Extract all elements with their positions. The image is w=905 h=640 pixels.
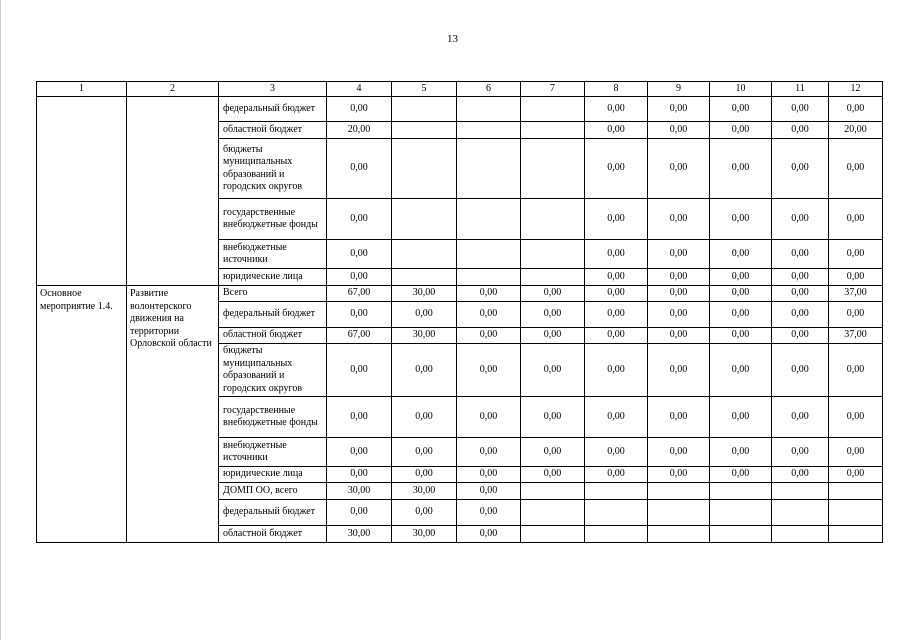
value-cell: 0,00: [829, 467, 883, 483]
value-cell: 0,00: [392, 467, 457, 483]
value-cell: [521, 139, 585, 199]
value-cell: [521, 122, 585, 139]
value-cell: 0,00: [521, 328, 585, 344]
value-cell: 0,00: [457, 483, 521, 500]
value-cell: 0,00: [772, 467, 829, 483]
event-name-cell: [127, 97, 219, 286]
value-cell: 0,00: [772, 328, 829, 344]
value-cell: 0,00: [772, 397, 829, 438]
value-cell: 0,00: [521, 438, 585, 467]
value-cell: 0,00: [457, 344, 521, 397]
value-cell: 0,00: [648, 467, 710, 483]
value-cell: 0,00: [327, 467, 392, 483]
value-cell: 20,00: [327, 122, 392, 139]
funding-source-cell: ДОМП ОО, всего: [219, 483, 327, 500]
header-cell: 5: [392, 82, 457, 97]
funding-source-cell: областной бюджет: [219, 122, 327, 139]
funding-source-cell: федеральный бюджет: [219, 500, 327, 526]
value-cell: 0,00: [585, 139, 648, 199]
header-cell: 7: [521, 82, 585, 97]
budget-table: [36, 81, 883, 543]
value-cell: 0,00: [648, 438, 710, 467]
value-cell: 0,00: [648, 302, 710, 328]
value-cell: 0,00: [648, 122, 710, 139]
header-row: [37, 82, 883, 97]
value-cell: 0,00: [585, 344, 648, 397]
value-cell: 0,00: [327, 302, 392, 328]
header-cell: 11: [772, 82, 829, 97]
header-cell: 3: [219, 82, 327, 97]
value-cell: 0,00: [772, 240, 829, 269]
value-cell: 0,00: [457, 500, 521, 526]
value-cell: 0,00: [648, 328, 710, 344]
value-cell: 0,00: [772, 269, 829, 286]
value-cell: 0,00: [772, 302, 829, 328]
value-cell: 0,00: [648, 139, 710, 199]
value-cell: 0,00: [648, 344, 710, 397]
value-cell: 0,00: [648, 240, 710, 269]
header-cell: 6: [457, 82, 521, 97]
value-cell: 0,00: [829, 139, 883, 199]
value-cell: 0,00: [710, 269, 772, 286]
value-cell: [457, 122, 521, 139]
value-cell: [772, 483, 829, 500]
value-cell: 0,00: [710, 122, 772, 139]
value-cell: [772, 526, 829, 543]
value-cell: [829, 483, 883, 500]
value-cell: [521, 97, 585, 122]
value-cell: 0,00: [829, 97, 883, 122]
value-cell: [521, 240, 585, 269]
value-cell: [585, 526, 648, 543]
header-cell: 2: [127, 82, 219, 97]
value-cell: 0,00: [327, 269, 392, 286]
value-cell: [392, 97, 457, 122]
value-cell: 0,00: [521, 302, 585, 328]
funding-source-cell: федеральный бюджет: [219, 97, 327, 122]
value-cell: 0,00: [585, 97, 648, 122]
value-cell: 0,00: [457, 286, 521, 302]
value-cell: 30,00: [392, 328, 457, 344]
value-cell: 37,00: [829, 328, 883, 344]
header-cell: 4: [327, 82, 392, 97]
value-cell: [392, 240, 457, 269]
value-cell: [521, 269, 585, 286]
value-cell: [585, 500, 648, 526]
value-cell: [710, 483, 772, 500]
value-cell: [829, 526, 883, 543]
value-cell: 0,00: [829, 240, 883, 269]
funding-source-cell: бюджеты муниципальных образований и городских округов: [219, 139, 327, 199]
header-cell: 12: [829, 82, 883, 97]
value-cell: 0,00: [772, 122, 829, 139]
value-cell: [521, 500, 585, 526]
value-cell: 0,00: [710, 302, 772, 328]
value-cell: 0,00: [585, 269, 648, 286]
value-cell: 0,00: [648, 286, 710, 302]
value-cell: [585, 483, 648, 500]
header-cell: 1: [37, 82, 127, 97]
value-cell: 0,00: [648, 269, 710, 286]
table-row: [37, 286, 883, 302]
value-cell: [648, 500, 710, 526]
event-name-cell: Развитие волонтерского движения на территории Орловской области: [127, 286, 219, 543]
value-cell: 20,00: [829, 122, 883, 139]
value-cell: 0,00: [585, 397, 648, 438]
value-cell: 30,00: [327, 483, 392, 500]
value-cell: 0,00: [585, 438, 648, 467]
funding-source-cell: областной бюджет: [219, 526, 327, 543]
value-cell: 0,00: [710, 438, 772, 467]
value-cell: 0,00: [327, 397, 392, 438]
value-cell: 0,00: [710, 97, 772, 122]
value-cell: 0,00: [457, 328, 521, 344]
value-cell: 0,00: [457, 526, 521, 543]
value-cell: 0,00: [648, 97, 710, 122]
value-cell: 0,00: [457, 438, 521, 467]
value-cell: 30,00: [392, 286, 457, 302]
value-cell: 0,00: [772, 199, 829, 240]
funding-source-cell: государственные внебюджетные фонды: [219, 199, 327, 240]
value-cell: 0,00: [710, 344, 772, 397]
header-cell: 10: [710, 82, 772, 97]
value-cell: 0,00: [521, 344, 585, 397]
value-cell: [648, 483, 710, 500]
value-cell: 0,00: [521, 286, 585, 302]
value-cell: 0,00: [710, 199, 772, 240]
value-cell: [521, 526, 585, 543]
value-cell: 0,00: [457, 467, 521, 483]
value-cell: 0,00: [829, 269, 883, 286]
value-cell: 0,00: [585, 199, 648, 240]
value-cell: 0,00: [829, 344, 883, 397]
value-cell: 0,00: [585, 240, 648, 269]
value-cell: 0,00: [392, 302, 457, 328]
value-cell: 0,00: [585, 122, 648, 139]
value-cell: 0,00: [327, 97, 392, 122]
table-row: [37, 97, 883, 122]
funding-source-cell: внебюджетные источники: [219, 240, 327, 269]
value-cell: 30,00: [327, 526, 392, 543]
value-cell: 30,00: [392, 526, 457, 543]
header-cell: 9: [648, 82, 710, 97]
value-cell: 30,00: [392, 483, 457, 500]
page-number: 13: [447, 33, 458, 45]
value-cell: 0,00: [327, 438, 392, 467]
value-cell: [457, 240, 521, 269]
page-left-edge: [0, 0, 1, 640]
value-cell: 0,00: [392, 344, 457, 397]
value-cell: 67,00: [327, 286, 392, 302]
value-cell: 0,00: [829, 397, 883, 438]
value-cell: 0,00: [327, 500, 392, 526]
value-cell: 0,00: [829, 302, 883, 328]
value-cell: [457, 199, 521, 240]
value-cell: 0,00: [521, 397, 585, 438]
value-cell: 0,00: [772, 344, 829, 397]
value-cell: [521, 199, 585, 240]
value-cell: [829, 500, 883, 526]
value-cell: 0,00: [327, 139, 392, 199]
value-cell: 0,00: [585, 302, 648, 328]
value-cell: 0,00: [710, 240, 772, 269]
event-number-cell: Основное мероприятие 1.4.: [37, 286, 127, 543]
funding-source-cell: юридические лица: [219, 467, 327, 483]
event-number-cell: [37, 97, 127, 286]
value-cell: 0,00: [521, 467, 585, 483]
value-cell: 0,00: [710, 328, 772, 344]
value-cell: 0,00: [648, 397, 710, 438]
value-cell: 0,00: [585, 328, 648, 344]
funding-source-cell: бюджеты муниципальных образований и городских округов: [219, 344, 327, 397]
value-cell: [392, 139, 457, 199]
value-cell: 0,00: [392, 397, 457, 438]
value-cell: 0,00: [829, 199, 883, 240]
value-cell: 0,00: [772, 97, 829, 122]
value-cell: [392, 122, 457, 139]
value-cell: [457, 97, 521, 122]
value-cell: 0,00: [710, 467, 772, 483]
value-cell: 0,00: [392, 438, 457, 467]
funding-source-cell: юридические лица: [219, 269, 327, 286]
value-cell: 0,00: [585, 286, 648, 302]
value-cell: [392, 199, 457, 240]
funding-source-cell: областной бюджет: [219, 328, 327, 344]
value-cell: 67,00: [327, 328, 392, 344]
funding-source-cell: федеральный бюджет: [219, 302, 327, 328]
funding-source-cell: Всего: [219, 286, 327, 302]
value-cell: 0,00: [585, 467, 648, 483]
value-cell: [521, 483, 585, 500]
value-cell: 0,00: [327, 344, 392, 397]
value-cell: 0,00: [457, 397, 521, 438]
value-cell: [392, 269, 457, 286]
funding-source-cell: внебюджетные источники: [219, 438, 327, 467]
table-body: [37, 82, 883, 543]
value-cell: 0,00: [392, 500, 457, 526]
header-cell: 8: [585, 82, 648, 97]
value-cell: 0,00: [710, 397, 772, 438]
value-cell: 0,00: [710, 139, 772, 199]
value-cell: 0,00: [772, 139, 829, 199]
value-cell: 0,00: [327, 240, 392, 269]
value-cell: 0,00: [829, 438, 883, 467]
value-cell: [710, 500, 772, 526]
value-cell: 37,00: [829, 286, 883, 302]
value-cell: 0,00: [710, 286, 772, 302]
value-cell: [457, 139, 521, 199]
value-cell: 0,00: [648, 199, 710, 240]
value-cell: [457, 269, 521, 286]
value-cell: [710, 526, 772, 543]
value-cell: 0,00: [772, 438, 829, 467]
value-cell: 0,00: [772, 286, 829, 302]
value-cell: [648, 526, 710, 543]
value-cell: 0,00: [457, 302, 521, 328]
value-cell: [772, 500, 829, 526]
value-cell: 0,00: [327, 199, 392, 240]
funding-source-cell: государственные внебюджетные фонды: [219, 397, 327, 438]
